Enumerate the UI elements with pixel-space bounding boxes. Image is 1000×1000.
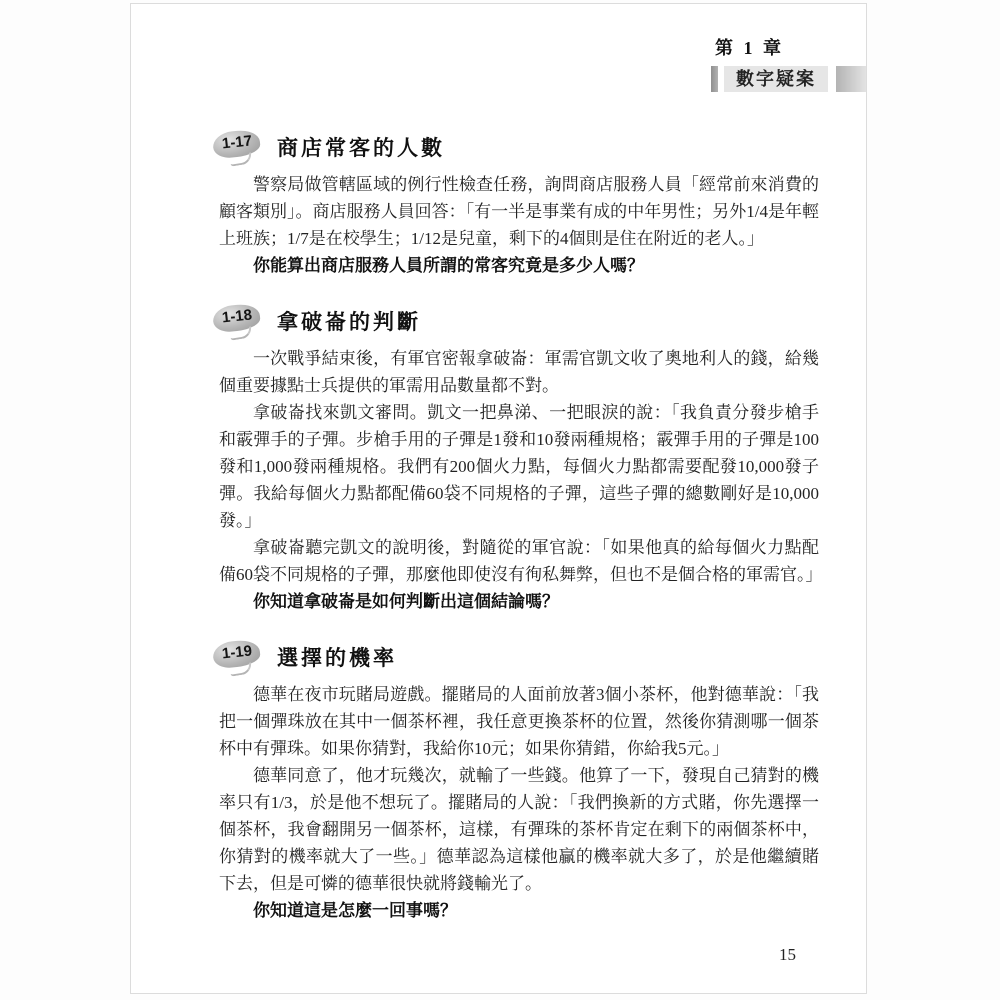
section-header [213, 300, 819, 342]
chapter-accent-bar [711, 66, 718, 92]
paragraph: 拿破崙聽完凱文的說明後，對隨從的軍官說：「如果他真的給每個火力點配備60袋不同規格的子彈，那麼他即使沒有徇私舞弊，但也不是個合格的軍需官。」 [219, 538, 823, 584]
chapter-title-bar [711, 66, 866, 92]
chapter-gradient-bar [836, 66, 866, 92]
chapter-number: 第 1 章 [715, 38, 784, 58]
paragraph: 拿破崙找來凱文審問。凱文一把鼻涕、一把眼淚的說：「我負責分發步槍手和霰彈手的子彈。步槍手用的子彈是1發和10發兩種規格；霰彈手用的子彈是100發和1,000發兩種規格。我們有200個火力點，每個火力點都需要配發10,000發子彈。我給每個火力點都配備60袋不同規格的子彈，這些子彈的總數剛好是10,000發。」 [219, 403, 819, 530]
paragraph: 德華在夜市玩賭局遊戲。擺賭局的人面前放著3個小茶杯，他對德華說：「我把一個彈珠放在其中一個茶杯裡，我任意更換茶杯的位置，然後你猜測哪一個茶杯中有彈珠。如果你猜對，我給你10元；如果你猜錯，你給我5元。」 [219, 685, 819, 758]
question-text: 你能算出商店服務人員所謂的常客究竟是多少人嗎？ [253, 256, 644, 275]
paragraph: 警察局做管轄區域的例行性檢查任務，詢問商店服務人員「經常前來消費的顧客類別」。商店服務人員回答：「有一半是事業有成的中年男性；另外1/4是年輕上班族；1/7是在校學生；1/12是兒童，剩下的4個則是住在附近的老人。」 [219, 175, 819, 248]
section-number-badge [213, 637, 263, 677]
badge-number: 1-18 [221, 306, 253, 327]
paragraph: 德華同意了，他才玩幾次，就輸了一些錢。他算了一下，發現自己猜對的機率只有1/3，於是他不想玩了。擺賭局的人說：「我們換新的方式賭，你先選擇一個茶杯，我會翻開另一個茶杯，這樣，有彈珠的茶杯肯定在剩下的兩個茶杯中，你猜對的機率就大了一些。」德華認為這樣他贏的機率就大多了，於是他繼續賭下去，但是可憐的德華很快就將錢輸光了。 [219, 766, 819, 893]
section-1-19 [219, 636, 819, 924]
section-number-badge [213, 127, 263, 167]
paragraph: 一次戰爭結束後，有軍官密報拿破崙：軍需官凱文收了奧地利人的錢，給幾個重要據點士兵提供的軍需用品數量都不對。 [219, 349, 819, 395]
section-title: 選擇的機率 [277, 647, 397, 670]
badge-swirl-icon [229, 152, 252, 166]
section-header [213, 126, 819, 168]
page-number: 15 [779, 945, 796, 964]
badge-swirl-icon [229, 662, 252, 676]
book-page [130, 3, 867, 994]
section-title: 拿破崙的判斷 [277, 311, 421, 334]
section-title: 商店常客的人數 [277, 137, 445, 160]
page-content [219, 126, 823, 945]
badge-number: 1-19 [221, 642, 253, 663]
section-number-badge [213, 301, 263, 341]
question-text: 你知道拿破崙是如何判斷出這個結論嗎？ [253, 592, 559, 611]
running-head [711, 34, 866, 92]
badge-swirl-icon [229, 326, 252, 340]
section-1-17 [219, 126, 819, 279]
chapter-title: 數字疑案 [724, 66, 828, 92]
badge-number: 1-17 [221, 132, 253, 153]
section-header [213, 636, 819, 678]
section-1-18 [219, 300, 823, 615]
question-text: 你知道這是怎麼一回事嗎？ [253, 901, 457, 920]
